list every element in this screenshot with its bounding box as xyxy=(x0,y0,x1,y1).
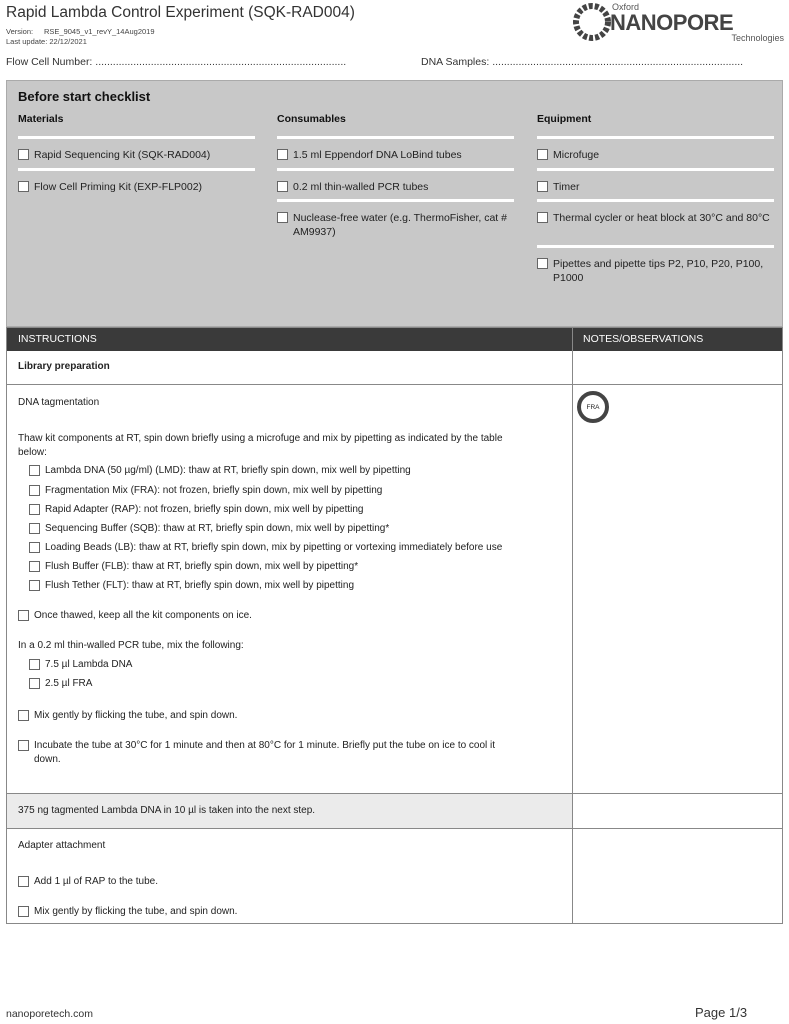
dna-samples-field[interactable]: DNA Samples: ...................................................................................... xyxy=(421,56,744,68)
checkbox[interactable] xyxy=(29,580,40,591)
component-item[interactable]: Fragmentation Mix (FRA): not frozen, briefly spin down, mix well by pipetting xyxy=(29,484,382,498)
checkbox[interactable] xyxy=(277,181,288,192)
checkbox[interactable] xyxy=(18,906,29,917)
checkbox[interactable] xyxy=(537,181,548,192)
keep-on-ice-item[interactable]: Once thawed, keep all the kit components on ice. xyxy=(18,609,252,623)
checkbox[interactable] xyxy=(18,740,29,751)
document-title: Rapid Lambda Control Experiment (SQK-RAD004) xyxy=(6,4,355,21)
section-library-preparation: Library preparation xyxy=(18,361,110,372)
divider xyxy=(18,136,255,139)
row-divider xyxy=(7,828,782,829)
before-start-checklist xyxy=(6,80,783,327)
checkbox[interactable] xyxy=(537,212,548,223)
materials-heading: Materials xyxy=(18,113,64,125)
table-header xyxy=(7,328,782,351)
component-item[interactable]: Loading Beads (LB): thaw at RT, briefly spin down, mix by pipetting or vortexing immediately before use xyxy=(29,541,502,555)
consumables-heading: Consumables xyxy=(277,113,346,125)
version-label: Version: xyxy=(6,27,34,36)
divider xyxy=(537,245,774,248)
checkbox[interactable] xyxy=(29,659,40,670)
checklist-item[interactable]: Nuclease-free water (e.g. ThermoFisher, cat # AM9937) xyxy=(277,211,517,239)
mix-intro: In a 0.2 ml thin-walled PCR tube, mix the following: xyxy=(18,640,244,651)
checkbox[interactable] xyxy=(29,465,40,476)
logo-oxford: Oxford xyxy=(612,2,640,12)
nanopore-logo xyxy=(570,2,784,44)
flick-item[interactable]: Mix gently by flicking the tube, and spin down. xyxy=(18,709,237,723)
checklist-item[interactable]: 1.5 ml Eppendorf DNA LoBind tubes xyxy=(277,148,517,162)
logo-technologies: Technologies xyxy=(731,33,784,43)
column-divider xyxy=(572,328,573,924)
checkbox[interactable] xyxy=(29,678,40,689)
step-title: DNA tagmentation xyxy=(18,397,100,408)
checklist-item[interactable]: Microfuge xyxy=(537,148,777,162)
mix-item[interactable]: 7.5 µl Lambda DNA xyxy=(29,658,132,672)
checkbox[interactable] xyxy=(29,542,40,553)
version-value: RSE_9045_v1_revY_14Aug2019 xyxy=(44,27,155,36)
checkbox[interactable] xyxy=(18,181,29,192)
checkbox[interactable] xyxy=(29,561,40,572)
footer-site: nanoporetech.com xyxy=(6,1008,93,1020)
divider xyxy=(277,199,514,202)
checkbox[interactable] xyxy=(18,710,29,721)
mix-item[interactable]: 2.5 µl FRA xyxy=(29,677,92,691)
logo-nanopore: NANOPORE xyxy=(610,10,734,35)
step-title: Adapter attachment xyxy=(18,840,106,851)
divider xyxy=(537,168,774,171)
component-item[interactable]: Rapid Adapter (RAP): not frozen, briefly spin down, mix well by pipetting xyxy=(29,503,364,517)
component-item[interactable]: Flush Buffer (FLB): thaw at RT, briefly spin down, mix well by pipetting* xyxy=(29,560,358,574)
checkbox[interactable] xyxy=(18,876,29,887)
checkbox[interactable] xyxy=(29,504,40,515)
equipment-heading: Equipment xyxy=(537,113,592,125)
checklist-item[interactable]: Flow Cell Priming Kit (EXP-FLP002) xyxy=(18,180,258,194)
logo-swirl-icon xyxy=(570,2,614,42)
checkbox[interactable] xyxy=(18,149,29,160)
checkbox[interactable] xyxy=(18,610,29,621)
notes-header: NOTES/OBSERVATIONS xyxy=(583,333,704,345)
row-divider xyxy=(7,384,782,385)
flow-cell-number-field[interactable]: Flow Cell Number: ...................................................................................... xyxy=(6,56,347,68)
divider xyxy=(277,168,514,171)
component-item[interactable]: Sequencing Buffer (SQB): thaw at RT, briefly spin down, mix well by pipetting* xyxy=(29,522,389,536)
checklist-item[interactable]: Thermal cycler or heat block at 30°C and 80°C xyxy=(537,211,777,225)
add-rap-item[interactable]: Add 1 µl of RAP to the tube. xyxy=(18,875,158,889)
checkbox[interactable] xyxy=(537,149,548,160)
summary-text: 375 ng tagmented Lambda DNA in 10 µl is taken into the next step. xyxy=(18,805,316,816)
instructions-table xyxy=(6,327,783,924)
checklist-title: Before start checklist xyxy=(18,89,151,104)
checkbox[interactable] xyxy=(277,212,288,223)
checkbox[interactable] xyxy=(277,149,288,160)
checklist-item[interactable]: Timer xyxy=(537,180,777,194)
checkbox[interactable] xyxy=(29,485,40,496)
fra-badge: FRA xyxy=(577,391,609,423)
checklist-item[interactable]: Rapid Sequencing Kit (SQK-RAD004) xyxy=(18,148,258,162)
component-item[interactable]: Lambda DNA (50 µg/ml) (LMD): thaw at RT, briefly spin down, mix well by pipetting xyxy=(29,464,411,478)
checkbox[interactable] xyxy=(537,258,548,269)
divider xyxy=(537,199,774,202)
incubate-item[interactable]: Incubate the tube at 30°C for 1 minute and then at 80°C for 1 minute. Briefly put the tube on ice to cool it down. xyxy=(18,739,495,767)
step-intro: Thaw kit components at RT, spin down briefly using a microfuge and mix by pipetting as indicated by the table xyxy=(18,433,503,444)
last-update: Last update: 22/12/2021 xyxy=(6,37,87,46)
divider xyxy=(18,168,255,171)
instructions-header: INSTRUCTIONS xyxy=(18,333,97,345)
checklist-item[interactable]: Pipettes and pipette tips P2, P10, P20, P100, P1000 xyxy=(537,257,777,285)
checklist-item[interactable]: 0.2 ml thin-walled PCR tubes xyxy=(277,180,517,194)
checkbox[interactable] xyxy=(29,523,40,534)
divider xyxy=(277,136,514,139)
flick-item[interactable]: Mix gently by flicking the tube, and spin down. xyxy=(18,905,237,919)
divider xyxy=(537,136,774,139)
component-item[interactable]: Flush Tether (FLT): thaw at RT, briefly spin down, mix well by pipetting xyxy=(29,579,354,593)
row-divider xyxy=(7,793,782,794)
page-number: Page 1/3 xyxy=(695,1005,748,1020)
step-intro-cont: below: xyxy=(18,447,47,458)
